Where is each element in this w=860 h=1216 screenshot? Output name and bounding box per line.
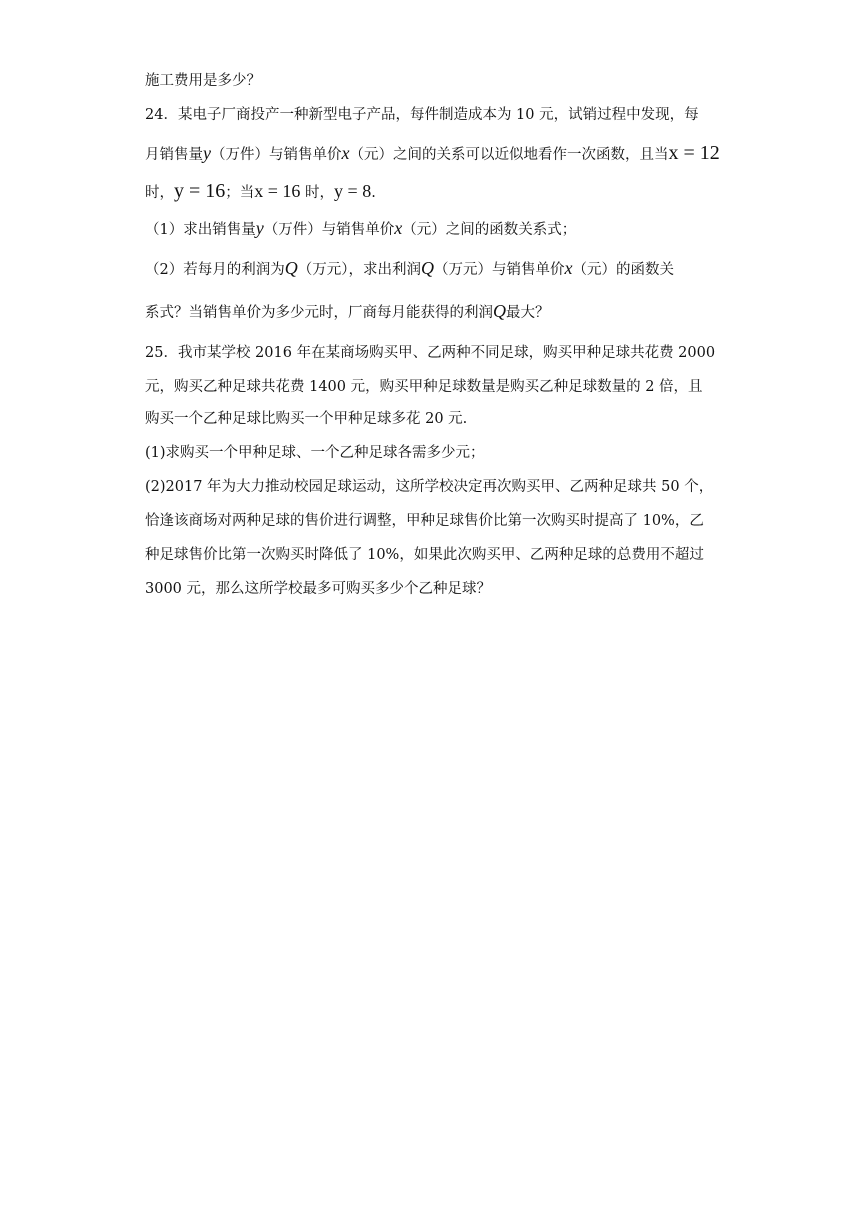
question-25-part-2-line-4 xyxy=(145,578,491,600)
line-text: 种足球售价比第一次购买时降低了 10%，如果此次购买甲、乙两种足球的总费用不超过 xyxy=(145,547,704,563)
line-text: 购买一个乙种足球比购买一个甲种足球多花 20 元. xyxy=(145,411,468,427)
line-text: 系式？当销售单价为多少元时，厂商每月能获得的利润 xyxy=(145,305,493,321)
question-25-part-1 xyxy=(145,442,485,464)
question-24-line-3 xyxy=(145,180,376,204)
line-text: 月销售量 xyxy=(145,147,203,163)
question-24-line-2 xyxy=(145,142,720,166)
line-text: （元）之间的关系可以近似地看作一次函数，且当 xyxy=(349,147,669,163)
question-25-line-2 xyxy=(145,376,703,398)
math-x: x xyxy=(564,258,573,278)
line-text: 恰逢该商场对两种足球的售价进行调整，甲种足球售价比第一次购买时提高了 10%，乙 xyxy=(145,513,704,529)
math-equation: x = 16 xyxy=(254,181,301,201)
question-24-line-1 xyxy=(145,104,699,126)
question-24-part-2-cont xyxy=(145,300,550,324)
line-text: (1)求购买一个甲种足球、一个乙种足球各需多少元； xyxy=(145,445,485,461)
line-text: 施工费用是多少？ xyxy=(145,73,261,89)
math-equation: x = 12 xyxy=(668,142,720,164)
math-Q: Q xyxy=(493,301,506,321)
line-text: 3000 元，那么这所学校最多可购买多少个乙种足球？ xyxy=(145,581,492,597)
line-text: 时， xyxy=(145,185,174,201)
math-x: x xyxy=(341,143,350,163)
math-x: x xyxy=(394,218,403,238)
question-25-part-2-line-2 xyxy=(145,510,704,532)
line-text: 25．我市某学校 2016 年在某商场购买甲、乙两种不同足球，购买甲种足球共花费 2000 xyxy=(145,345,716,361)
line-text: （万元）与销售单价 xyxy=(433,262,565,278)
math-y: y xyxy=(203,143,211,163)
line-text: . xyxy=(371,185,376,201)
question-25-part-2-line-3 xyxy=(145,544,704,566)
line-text: 最大？ xyxy=(506,305,550,321)
line-text: （1）求出销售量 xyxy=(145,222,256,238)
line-text: （元）之间的函数关系式； xyxy=(402,222,577,238)
question-24-part-1 xyxy=(145,217,576,241)
line-text: ；当 xyxy=(225,185,255,201)
line-text: 时， xyxy=(300,185,335,201)
question-25-line-1 xyxy=(145,342,715,364)
question-24-part-2 xyxy=(145,257,674,281)
math-Q: Q xyxy=(284,258,298,278)
math-y: y xyxy=(255,218,264,238)
line-text: (2)2017 年为大力推动校园足球运动，这所学校决定再次购买甲、乙两种足球共 50 个， xyxy=(145,479,714,495)
line-text: （万件）与销售单价 xyxy=(263,222,395,238)
text-line xyxy=(145,70,261,92)
line-text: 24．某电子厂商投产一种新型电子产品，每件制造成本为 10 元，试销过程中发现，每 xyxy=(145,107,699,123)
math-equation: y = 8 xyxy=(334,181,372,201)
question-25-part-2-line-1 xyxy=(145,476,713,498)
line-text: （万元），求出利润 xyxy=(297,262,421,278)
math-equation: y = 16 xyxy=(174,180,226,202)
line-text: （元）的函数关 xyxy=(572,262,674,278)
question-25-line-3 xyxy=(145,408,467,430)
line-text: （2）若每月的利润为 xyxy=(145,262,285,278)
line-text: （万件）与销售单价 xyxy=(211,147,342,163)
line-text: 元，购买乙种足球共花费 1400 元，购买甲种足球数量是购买乙种足球数量的 2 倍，且 xyxy=(145,379,703,395)
math-Q: Q xyxy=(420,258,434,278)
